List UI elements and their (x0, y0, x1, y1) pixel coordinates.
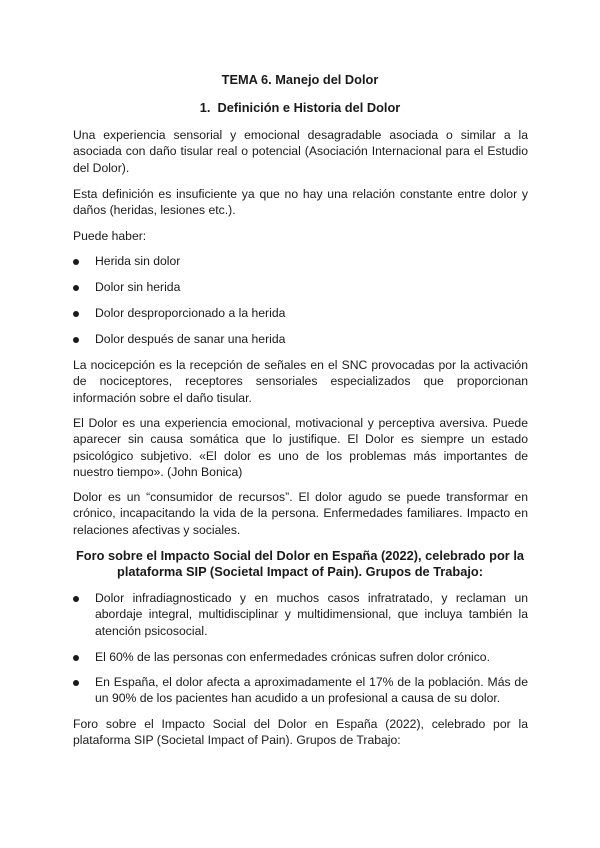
paragraph-puede-haber: Puede haber: (73, 229, 147, 243)
paragraph-insufficient: Esta definición es insuficiente ya que no hay una relación constante entre dolor y daños (heridas, lesiones etc.). (73, 187, 528, 218)
paragraph-consumidor: Dolor es un “consumidor de recursos”. El dolor agudo se puede transformar en crónico, incapacitando la vida de la persona. Enfermedades familiares. Impacto en relaciones afectivas y sociales. (73, 490, 528, 537)
bullet-icon (73, 655, 79, 661)
page-title: TEMA 6. Manejo del Dolor (221, 72, 379, 87)
list-item: Dolor infradiagnosticado y en muchos casos infratratado, y reclaman un abordaje integral, multidisciplinar y multidimensional, que incluya también la atención psicosocial. (95, 591, 528, 638)
bullet-icon (73, 311, 79, 317)
bullet-icon (73, 337, 79, 343)
bullet-icon (73, 259, 79, 265)
section-heading: 1. Definición e Historia del Dolor (199, 100, 401, 115)
bullet-icon (73, 596, 79, 602)
paragraph-experiencia: El Dolor es una experiencia emocional, motivacional y perceptiva aversiva. Puede aparecer sin causa somática que lo justifique. El Dolor es siempre un estado psicológico subjetivo. «El dolor es uno de los problemas más importantes de nuestro tiempo». (John Bonica) (73, 416, 528, 480)
forum-heading: Foro sobre el Impacto Social del Dolor en España (2022), celebrado por la plataforma SIP (Societal Impact of Pain). Grupos de Trabajo: (75, 548, 525, 580)
paragraph-nocicepcion: La nocicepción es la recepción de señales en el SNC provocadas por la activación de nociceptores, receptores sensoriales especializados que proporcionan información sobre el daño tisular. (73, 358, 528, 405)
list-item: Dolor sin herida (95, 280, 181, 294)
list-item: El 60% de las personas con enfermedades crónicas sufren dolor crónico. (95, 650, 490, 664)
list-item: Dolor después de sanar una herida (95, 332, 286, 346)
bullet-icon (73, 285, 79, 291)
list-item: Dolor desproporcionado a la herida (95, 306, 286, 320)
paragraph-forum: Foro sobre el Impacto Social del Dolor en España (2022), celebrado por la plataforma SIP (Societal Impact of Pain). Grupos de Trabajo: (73, 717, 528, 748)
bullet-icon (73, 680, 79, 686)
list-item: Herida sin dolor (95, 254, 181, 268)
paragraph-definition: Una experiencia sensorial y emocional desagradable asociada o similar a la asociada con daño tisular real o potencial (Asociación Internacional para el Estudio del Dolor). (73, 128, 528, 175)
list-item: En España, el dolor afecta a aproximadamente el 17% de la población. Más de un 90% de los pacientes han acudido a un profesional a causa de su dolor. (95, 675, 528, 706)
